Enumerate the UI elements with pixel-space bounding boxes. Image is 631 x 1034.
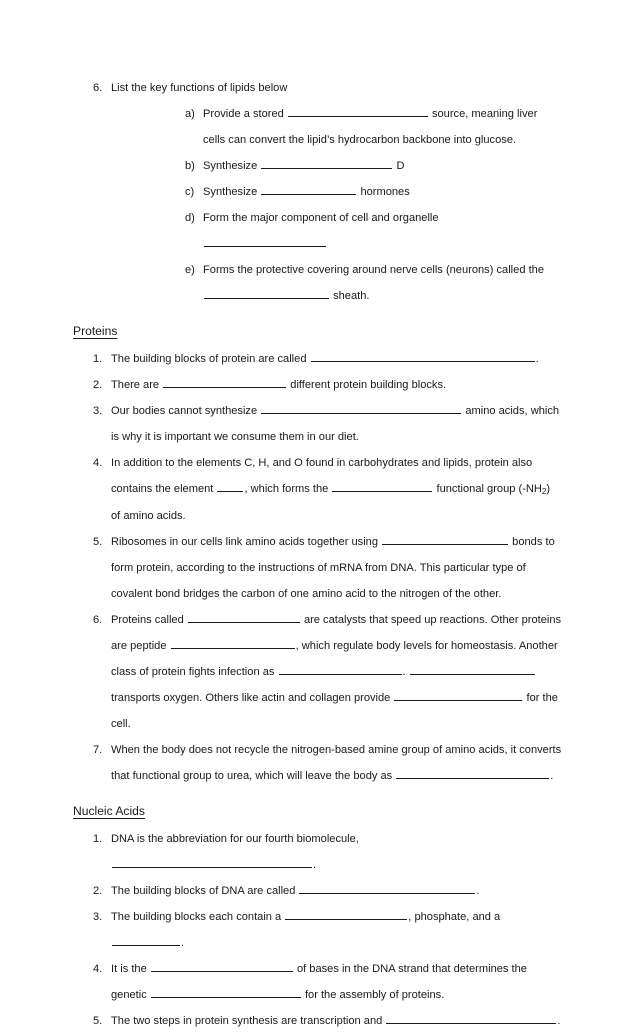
text-run: . [402, 666, 409, 678]
text-run: , phosphate, and a [408, 911, 501, 923]
text-run: amino acids, which is why it is important we consume them in our diet. [111, 405, 560, 443]
fill-in-blank[interactable] [261, 157, 392, 169]
question-item [69, 904, 562, 956]
text-run: When the body does not recycle the nitrogen-based amine group of amino acids, it converts that functional group to urea, which will leave the body as [111, 744, 562, 782]
section-heading-proteins-label: Proteins [73, 324, 118, 338]
fill-in-blank[interactable] [396, 767, 549, 779]
question-text [111, 956, 562, 1008]
question-marker: 3. [93, 405, 103, 417]
text-run: . [550, 770, 554, 782]
text-run: different protein building blocks. [287, 379, 447, 391]
question-marker: 7. [93, 744, 103, 756]
text-run: It is the [111, 963, 150, 975]
question-item [69, 737, 562, 789]
fill-in-blank[interactable] [332, 480, 432, 492]
question-text [203, 205, 562, 257]
fill-in-blank[interactable] [394, 689, 522, 701]
question-item [111, 205, 562, 257]
question-marker: 6. [93, 614, 103, 626]
question-marker: 1. [93, 833, 103, 845]
section-heading-proteins [73, 318, 562, 344]
question-marker: 2. [93, 379, 103, 391]
fill-in-blank[interactable] [188, 611, 300, 623]
question-item [111, 257, 562, 309]
question-text [111, 529, 562, 607]
fill-in-blank[interactable] [311, 350, 535, 362]
question-item [69, 956, 562, 1008]
question-item [69, 529, 562, 607]
question-marker: 6. [93, 82, 103, 94]
question-marker: 4. [93, 457, 103, 469]
question-item [69, 398, 562, 450]
text-run: The two steps in protein synthesis are transcription and [111, 1015, 386, 1027]
question-marker: d) [185, 212, 195, 224]
text-run: , which regulate body levels for homeostasis. Another class of protein fights infection as [111, 640, 558, 678]
text-run: Proteins called [111, 614, 187, 626]
fill-in-blank[interactable] [151, 986, 301, 998]
question-text [111, 346, 562, 372]
fill-in-blank[interactable] [288, 105, 428, 117]
question-marker: a) [185, 108, 195, 120]
lipids-subitem-list [111, 101, 562, 309]
text-run: , which forms the [244, 483, 332, 495]
nucleic-acids-question-list [69, 826, 562, 1034]
question-marker: 2. [93, 885, 103, 897]
text-run: Forms the protective covering around nerve cells (neurons) called the [203, 264, 544, 276]
question-marker: 5. [93, 1015, 103, 1027]
text-run: Ribosomes in our cells link amino acids together using [111, 536, 382, 548]
text-run: Our bodies cannot synthesize [111, 405, 261, 417]
question-text [111, 372, 562, 398]
text-run: In addition to the elements C, H, and O found in carbohydrates and lipids, protein also contains the element [111, 457, 533, 495]
fill-in-blank[interactable] [204, 235, 326, 247]
text-run: . [181, 937, 185, 949]
fill-in-blank[interactable] [261, 402, 461, 414]
fill-in-blank[interactable] [163, 376, 286, 388]
question-item [69, 607, 562, 737]
question-text [111, 878, 562, 904]
fill-in-blank[interactable] [299, 882, 475, 894]
question-text [203, 179, 562, 205]
text-run: sheath. [330, 290, 370, 302]
question-item [69, 450, 562, 529]
question-text [111, 737, 562, 789]
question-text [111, 607, 562, 737]
text-run: of bases in the DNA strand that determines the genetic [111, 963, 527, 1001]
text-run: Synthesize [203, 186, 261, 198]
question-text [111, 904, 562, 956]
question-item [69, 878, 562, 904]
text-run: . [476, 885, 480, 897]
question-marker: b) [185, 160, 195, 172]
text-run: for the assembly of proteins. [301, 989, 445, 1001]
text-run: . [535, 353, 539, 365]
question-item [69, 372, 562, 398]
text-run: Provide a stored [203, 108, 287, 120]
fill-in-blank[interactable] [171, 637, 295, 649]
fill-in-blank[interactable] [204, 287, 329, 299]
text-run: source, meaning liver cells can convert the lipid’s hydrocarbon backbone into glucose. [203, 108, 538, 146]
fill-in-blank[interactable] [410, 663, 535, 675]
text-run: for the cell. [111, 692, 558, 730]
fill-in-blank[interactable] [151, 960, 293, 972]
question-marker: e) [185, 264, 195, 276]
question-item [69, 826, 562, 878]
question-text [111, 398, 562, 450]
text-run: Form the major component of cell and organelle [203, 212, 439, 224]
text-run: There are [111, 379, 163, 391]
text-run: functional group (-NH [433, 483, 542, 495]
question-text [111, 450, 562, 529]
section-heading-nucleic-acids [73, 798, 562, 824]
text-run: transports oxygen. Others like actin and collagen provide [111, 692, 394, 704]
text-run: ) of amino acids. [111, 483, 551, 522]
text-run: The building blocks of DNA are called [111, 885, 299, 897]
fill-in-blank[interactable] [285, 908, 407, 920]
fill-in-blank[interactable] [261, 183, 356, 195]
question-text [203, 101, 562, 153]
question-item [69, 1008, 562, 1034]
proteins-question-list [69, 346, 562, 789]
question-text [203, 257, 562, 309]
section-heading-nucleic-acids-label: Nucleic Acids [73, 804, 145, 818]
question-item [111, 179, 562, 205]
text-run: are catalysts that speed up reactions. Other proteins are peptide [111, 614, 562, 652]
question-marker: 3. [93, 911, 103, 923]
question-marker: 4. [93, 963, 103, 975]
fill-in-blank[interactable] [386, 1012, 556, 1024]
fill-in-blank[interactable] [382, 533, 508, 545]
fill-in-blank[interactable] [279, 663, 402, 675]
text-run: The building blocks each contain a [111, 911, 285, 923]
question-item [69, 346, 562, 372]
question-marker: 1. [93, 353, 103, 365]
fill-in-blank[interactable] [112, 934, 180, 946]
text-run: D [393, 160, 405, 172]
question-text [111, 826, 562, 878]
fill-in-blank[interactable] [112, 856, 312, 868]
text-run: bonds to form protein, according to the instructions of mRNA from DNA. This particular type of covalent bond bridges the carbon of one amino acid to the nitrogen of the other. [111, 536, 555, 600]
question-marker: 5. [93, 536, 103, 548]
text-run: . [313, 859, 317, 871]
question-text [203, 153, 562, 179]
question-text: List the key functions of lipids below [111, 82, 288, 94]
text-run: hormones [357, 186, 410, 198]
question-item [111, 153, 562, 179]
subscript: 2 [541, 486, 547, 496]
text-run: Synthesize [203, 160, 261, 172]
question-item [69, 75, 562, 309]
question-text [111, 1008, 562, 1034]
question-marker: c) [185, 186, 195, 198]
question-item [111, 101, 562, 153]
text-run: The building blocks of protein are called [111, 353, 310, 365]
fill-in-blank[interactable] [217, 480, 243, 492]
text-run: . [557, 1015, 561, 1027]
text-run: DNA is the abbreviation for our fourth biomolecule, [111, 833, 359, 845]
lipids-question-list [69, 75, 562, 309]
